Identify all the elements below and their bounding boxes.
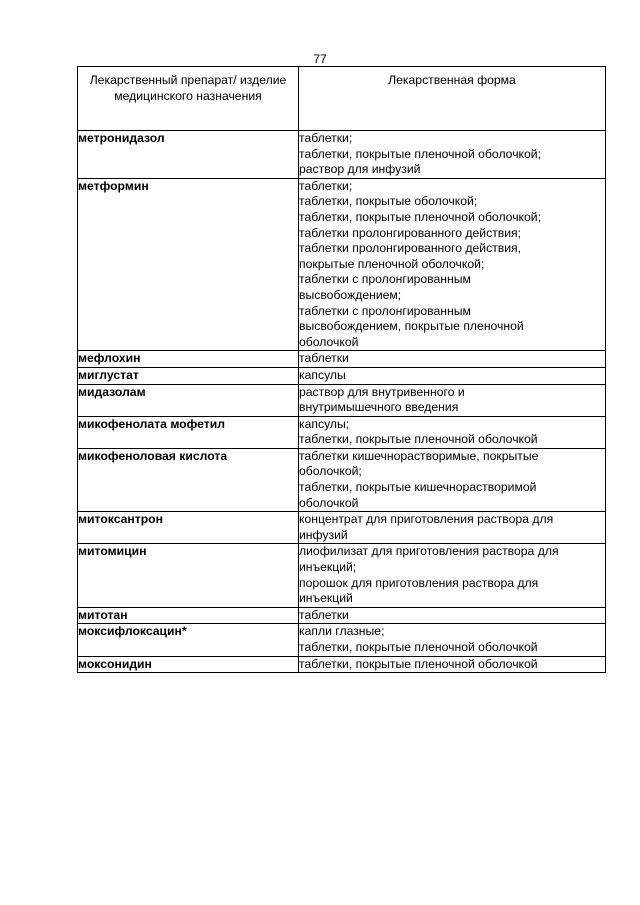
- dosage-form-cell: [299, 351, 606, 368]
- dosage-form-line: таблетки с пролонгированным: [299, 303, 471, 318]
- drug-forms-table: [77, 66, 606, 673]
- dosage-form-cell: [299, 178, 606, 351]
- drug-name-cell: мефлохин: [78, 351, 299, 368]
- dosage-form-line: таблетки, покрытые пленочной оболочкой;: [299, 146, 541, 161]
- table-row: [78, 416, 606, 448]
- table-row: [78, 367, 606, 384]
- drug-name-cell: микофенолата мофетил: [78, 416, 299, 448]
- dosage-form-line: таблетки: [299, 351, 349, 366]
- dosage-form-line: инъекций: [299, 591, 353, 606]
- dosage-form-line: таблетки, покрытые пленочной оболочкой: [299, 432, 538, 447]
- drug-name-cell: метронидазол: [78, 131, 299, 179]
- drug-name-cell: метформин: [78, 178, 299, 351]
- table-row: [78, 512, 606, 544]
- dosage-form-line: капсулы: [299, 367, 346, 382]
- dosage-form-cell: [299, 624, 606, 656]
- dosage-form-line: концентрат для приготовления раствора для: [299, 512, 554, 527]
- dosage-form-line: покрытые пленочной оболочкой;: [299, 256, 485, 271]
- dosage-form-line: порошок для приготовления раствора для: [299, 575, 539, 590]
- table-row: [78, 544, 606, 607]
- dosage-form-line: таблетки с пролонгированным: [299, 272, 471, 287]
- dosage-form-cell: [299, 448, 606, 511]
- table-row: [78, 131, 606, 179]
- page-number: 77: [313, 52, 327, 66]
- dosage-form-cell: [299, 607, 606, 624]
- dosage-form-line: таблетки пролонгированного действия,: [299, 241, 522, 256]
- dosage-form-line: таблетки, покрытые пленочной оболочкой: [299, 656, 538, 671]
- drug-name-cell: мидазолам: [78, 384, 299, 416]
- drug-name-cell: моксифлоксацин*: [78, 624, 299, 656]
- dosage-form-cell: [299, 367, 606, 384]
- drug-name-cell: микофеноловая кислота: [78, 448, 299, 511]
- dosage-form-line: капли глазные;: [299, 624, 385, 639]
- table-row: [78, 624, 606, 656]
- table-row: [78, 607, 606, 624]
- dosage-form-line: таблетки, покрытые пленочной оболочкой;: [299, 209, 541, 224]
- dosage-form-line: таблетки кишечнорастворимые, покрытые: [299, 448, 539, 463]
- dosage-form-line: капсулы;: [299, 416, 350, 431]
- dosage-form-line: оболочкой: [299, 334, 359, 349]
- dosage-form-cell: [299, 544, 606, 607]
- table-row: [78, 351, 606, 368]
- dosage-form-line: таблетки: [299, 607, 349, 622]
- dosage-form-line: таблетки;: [299, 131, 353, 145]
- table-header-row: [78, 67, 606, 131]
- dosage-form-cell: [299, 416, 606, 448]
- dosage-form-cell: [299, 512, 606, 544]
- header-drug: Лекарственный препарат/ изделие медицинского назначения: [78, 67, 299, 131]
- table-body: [78, 131, 606, 673]
- drug-name-cell: митоксантрон: [78, 512, 299, 544]
- dosage-form-line: таблетки, покрытые кишечнорастворимой: [299, 480, 537, 495]
- drug-name-cell: моксонидин: [78, 656, 299, 673]
- dosage-form-line: таблетки, покрытые оболочкой;: [299, 194, 478, 209]
- drug-name-cell: миглустат: [78, 367, 299, 384]
- header-form: Лекарственная форма: [299, 67, 606, 131]
- dosage-form-line: инъекций;: [299, 560, 357, 575]
- dosage-form-cell: [299, 131, 606, 179]
- dosage-form-line: лиофилизат для приготовления раствора для: [299, 544, 559, 559]
- dosage-form-line: инфузий: [299, 527, 348, 542]
- dosage-form-line: оболочкой;: [299, 464, 362, 479]
- dosage-form-line: высвобождением;: [299, 287, 402, 302]
- table-row: [78, 656, 606, 673]
- drug-name-cell: митотан: [78, 607, 299, 624]
- dosage-form-line: раствор для внутривенного и: [299, 384, 465, 399]
- table-row: [78, 384, 606, 416]
- dosage-form-line: таблетки, покрытые пленочной оболочкой: [299, 640, 538, 654]
- dosage-form-line: таблетки;: [299, 178, 353, 193]
- dosage-form-line: таблетки пролонгированного действия;: [299, 225, 522, 240]
- dosage-form-line: раствор для инфузий: [299, 162, 421, 177]
- dosage-form-cell: [299, 384, 606, 416]
- dosage-form-line: внутримышечного введения: [299, 400, 459, 415]
- drug-name-cell: митомицин: [78, 544, 299, 607]
- dosage-form-line: высвобождением, покрытые пленочной: [299, 319, 524, 334]
- table-row: [78, 178, 606, 351]
- dosage-form-cell: [299, 656, 606, 673]
- table-row: [78, 448, 606, 511]
- dosage-form-line: оболочкой: [299, 495, 359, 510]
